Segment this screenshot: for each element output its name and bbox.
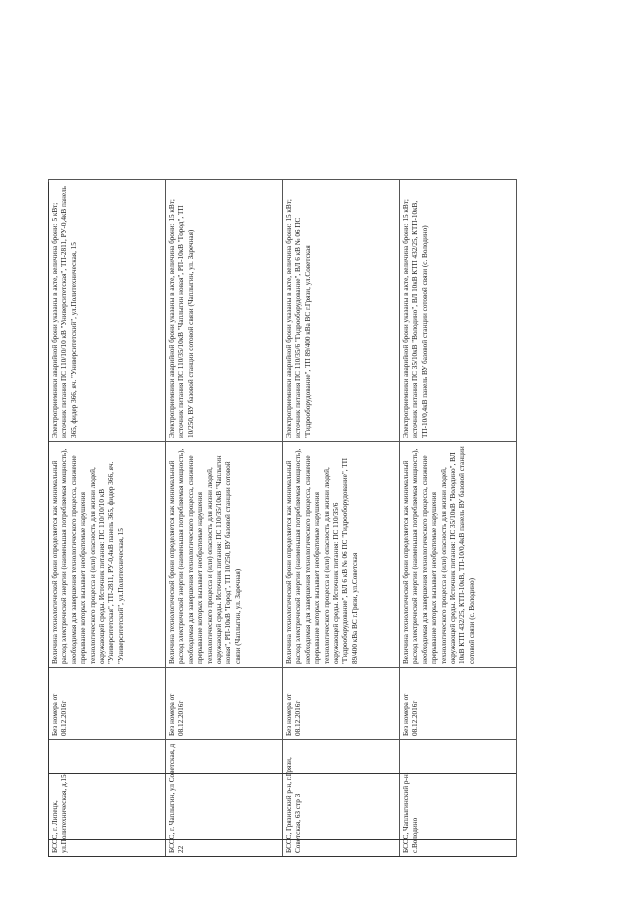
cell-location: БССС, г. Чаплыгин, ул Советская, д 22 bbox=[166, 740, 283, 857]
cell-status: Без номера от 08.12.2016г bbox=[400, 668, 517, 740]
rule-line bbox=[48, 856, 516, 857]
rules bbox=[48, 0, 518, 905]
cell-note: Электроприемники аварийной брони указаны в акте, величина брони: 15 кВт; источник питания ПС 35/10кВ "Володино", ВЛ 10кВ КТП 432/25, КТП-10кВ, ТП-10/0,4кВ панель ВУ базовой станции сотовой связи (с. Володино) bbox=[400, 180, 517, 442]
cell-location: БССС, Чаплыгинский р-н, с.Володино bbox=[400, 740, 517, 857]
cell-location: БССС, г. Липецк, ул.Политехническая, д.15 bbox=[49, 740, 166, 857]
cell-note: Электроприемники аварийной брони указаны в акте, величина брони: 5 кВт; источник питания ПС 110/10/10 кВ "Университетская", ТП-2811, РУ-0,4кВ панель 365, фидер 366, яч. "Университетский", ул.Политехническая, 15 bbox=[49, 180, 166, 442]
rule-line bbox=[48, 182, 49, 857]
cell-status: Без номера от 08.12.2016г bbox=[49, 668, 166, 740]
rule-line bbox=[48, 839, 516, 840]
cell-location: БССС, Грязинский р-н, г.Грязи, Советская, 63 стр 3 bbox=[283, 740, 400, 857]
rule-line bbox=[48, 773, 516, 774]
cell-justification: Величина технологической брони определяется как минимальный расход электрической энергии (наименьшая потребляемая мощность), необходимая для завершения технологического процесса, снижение прерывание которых вызывает необратимые нарушения технологического процесса и (или) опасность для жизни людей, окружающей среды. Источник питания: ПС 110/35/10кВ "Чаплыгин новая", РП-10кВ "Город", ТП 10/250, ВУ базовой станции сотовой связи (Чаплыгин, ул. Заречная) bbox=[166, 442, 283, 668]
cell-note: Электроприемники аварийной брони указаны в акте, величина брони: 15 кВт; источник питания ПС 110/35/6 "Гидрооборудование", ВЛ 6 кВ № 06 ПС "Гидрооборудование", ТП 89/400 кВа ВС г.Грязи, ул.Советская bbox=[283, 180, 400, 442]
cell-status: Без номера от 08.12.2016г bbox=[283, 668, 400, 740]
cell-status: Без номера от 08.12.2016г bbox=[166, 668, 283, 740]
cell-justification: Величина технологической брони определяется как минимальный расход электрической энергии (наименьшая потребляемая мощность), необходимая для завершения технологического процесса, снижение прерывание которых вызывает необратимые нарушения технологического процесса и (или) опасность для жизни людей, окружающей среды. Источник питания: ПС 110/35/6 "Гидрооборудование", ВЛ 6 кВ № 06 ПС "Гидрооборудование", ТП 89/400 кВа ВС г.Грязи, ул.Советская bbox=[283, 442, 400, 668]
cell-justification: Величина технологической брони определяется как минимальный расход электрической энергии (наименьшая потребляемая мощность), необходимая для завершения технологического процесса, снижение прерывание которых вызывает необратимые нарушения технологического процесса и (или) опасность для жизни людей, окружающей среды. Источник питания: ПС 110/10/10 кВ "Университетская", ТП-2811, РУ-0,4кВ панель 365, фидер 366, яч. "Университетский", ул.Политехническая, 15 bbox=[49, 442, 166, 668]
cell-justification: Величина технологической брони определяется как минимальный расход электрической энергии (наименьшая потребляемая мощность), необходимая для завершения технологического процесса, снижение прерывание которых вызывает необратимые нарушения технологического процесса и (или) опасность для жизни людей, окружающей среды. Источник питания: ПС 35/10кВ "Володино", ВЛ 10кВ КТП 432/25, КТП-10кВ, ТП-10/0,4кВ панель ВУ базовой станции сотовой связи (с. Володино) bbox=[400, 442, 517, 668]
cell-note: Электроприемники аварийной брони указаны в акте, величина брони: 15 кВт; источник питания ПС 110/35/10кВ "Чаплыгин новая", РП-10кВ "Город", ТП 10/250, ВУ базовой станции сотовой связи (Чаплыгин, ул. Заречная) bbox=[166, 180, 283, 442]
